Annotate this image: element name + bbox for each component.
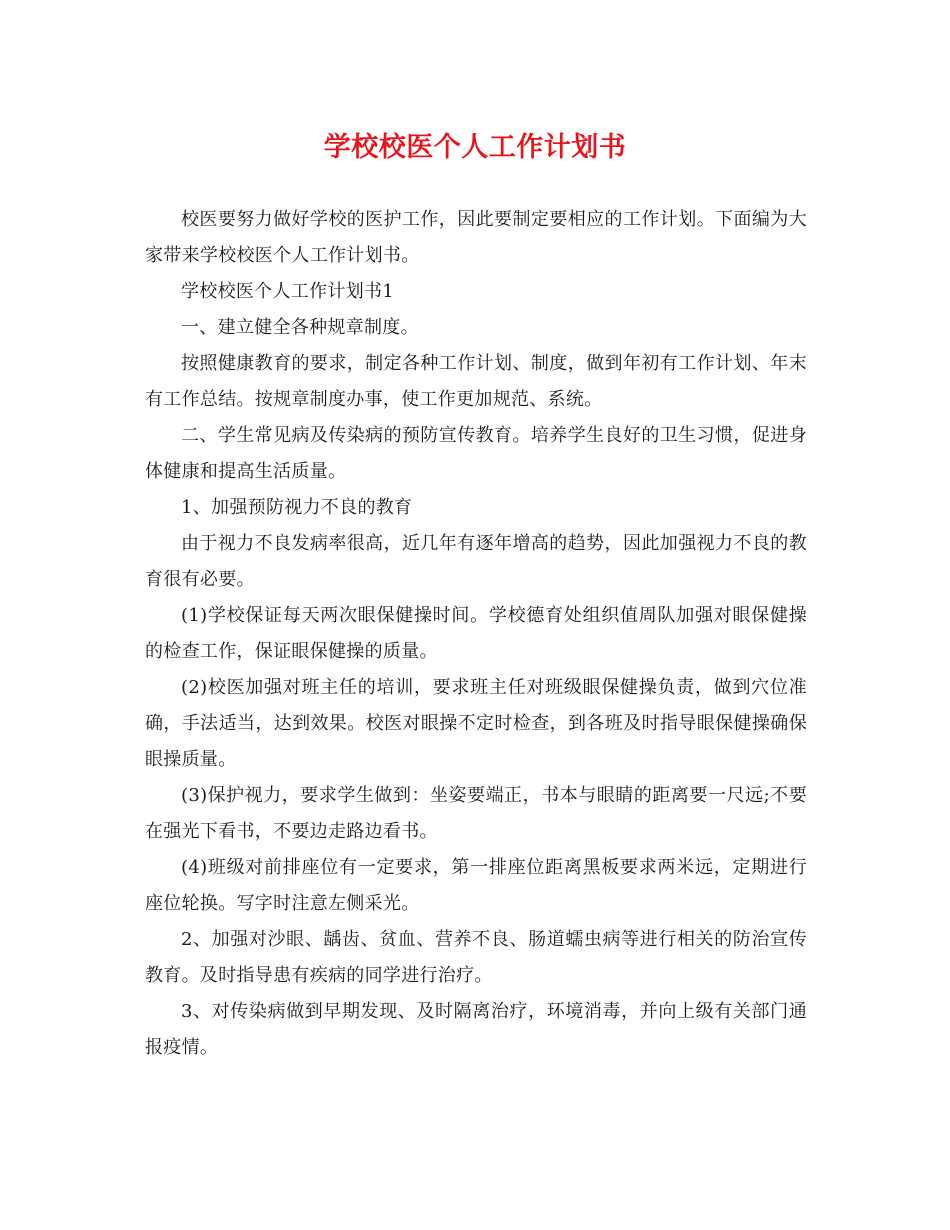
paragraph-sub-1-heading: 1、加强预防视力不良的教育 — [181, 497, 413, 518]
document-title: 学校校医个人工作计划书 — [323, 132, 627, 163]
paragraph-item-1-body: 按照健康教育的要求，制定各种工作计划、制度，做到年初有工作计划、年末有工作总结。按规章制度办事，使工作更加规范、系统。 — [145, 353, 807, 410]
paragraph-point-3: (3)保护视力，要求学生做到：坐姿要端正，书本与眼睛的距离要一尺远;不要在强光下看书，不要边走路边看书。 — [145, 785, 807, 842]
paragraph-point-1: (1)学校保证每天两次眼保健操时间。学校德育处组织值周队加强对眼保健操的检查工作，保证眼保健操的质量。 — [145, 605, 807, 662]
paragraph-sub-1-body: 由于视力不良发病率很高，近几年有逐年增高的趋势，因此加强视力不良的教育很有必要。 — [145, 533, 807, 590]
paragraph-item-2-heading: 二、学生常见病及传染病的预防宣传教育。培养学生良好的卫生习惯，促进身体健康和提高生活质量。 — [145, 425, 807, 482]
paragraph-point-2: (2)校医加强对班主任的培训，要求班主任对班级眼保健操负责，做到穴位准确，手法适当，达到效果。校医对眼操不定时检查，到各班及时指导眼保健操确保眼操质量。 — [145, 677, 807, 770]
paragraph-section-heading: 学校校医个人工作计划书1 — [181, 281, 395, 302]
document-body — [145, 202, 807, 1066]
paragraph-item-1-heading: 一、建立健全各种规章制度。 — [181, 317, 419, 338]
paragraph-point-4: (4)班级对前排座位有一定要求，第一排座位距离黑板要求两米远，定期进行座位轮换。写字时注意左侧采光。 — [145, 857, 807, 914]
paragraph-intro: 校医要努力做好学校的医护工作，因此要制定要相应的工作计划。下面编为大家带来学校校医个人工作计划书。 — [145, 209, 807, 266]
paragraph-sub-2: 2、加强对沙眼、龋齿、贫血、营养不良、肠道蠕虫病等进行相关的防治宣传教育。及时指导患有疾病的同学进行治疗。 — [145, 929, 807, 986]
paragraph-sub-3: 3、对传染病做到早期发现、及时隔离治疗，环境消毒，并向上级有关部门通报疫情。 — [145, 1001, 807, 1058]
